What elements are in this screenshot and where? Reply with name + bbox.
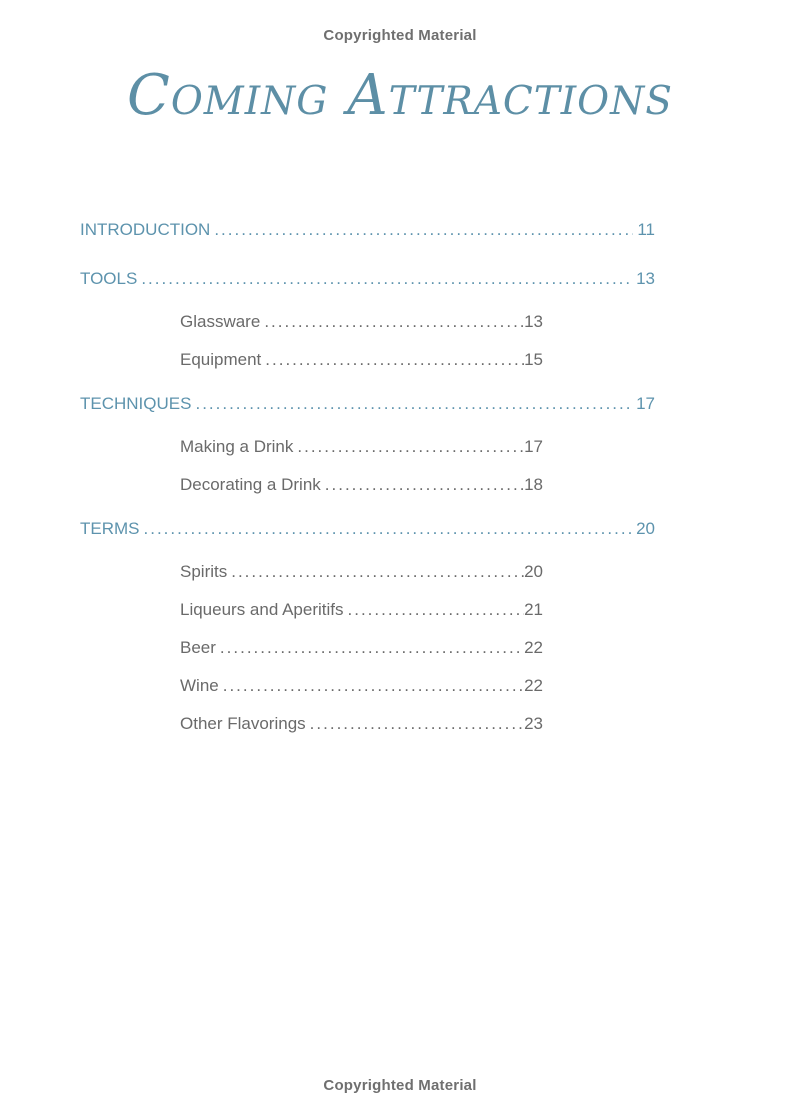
dot-leader [141,269,632,289]
toc-page-number: 21 [524,600,543,619]
toc-label: Equipment [180,350,262,369]
toc-entry-making-a-drink[interactable] [180,437,543,457]
toc-entry-liqueurs-and-aperitifs[interactable] [180,600,543,620]
copyright-watermark-top: Copyrighted Material [323,27,477,44]
toc-entry-techniques[interactable] [80,394,655,414]
toc-entry-other-flavorings[interactable] [180,714,543,734]
dot-leader [231,562,524,582]
toc-label: Spirits [180,562,228,581]
toc-page-number: 13 [636,269,655,288]
dot-leader [264,312,524,332]
dot-leader [220,638,524,658]
toc-label: Beer [180,638,216,657]
page-title: Coming Attractions [126,63,674,128]
toc-page-number: 22 [524,638,543,657]
toc-entry-wine[interactable] [180,676,543,696]
dot-leader [214,220,633,240]
toc-page-number: 17 [636,394,655,413]
toc-label: INTRODUCTION [80,220,211,239]
toc-page-number: 18 [524,475,543,494]
toc-page-number: 23 [524,714,543,733]
toc-page-number: 11 [637,220,655,239]
dot-leader [144,519,633,539]
toc-entry-equipment[interactable] [180,350,543,370]
toc-label: Wine [180,676,219,695]
toc-label: Liqueurs and Aperitifs [180,600,344,619]
dot-leader [223,676,524,696]
dot-leader [265,350,524,370]
toc-page-number: 20 [636,519,655,538]
toc-page-number: 17 [524,437,543,456]
dot-leader [297,437,524,457]
toc-page-number: 22 [524,676,543,695]
toc-entry-terms[interactable] [80,519,655,539]
toc-entry-glassware[interactable] [180,312,543,332]
toc-page-number: 20 [524,562,543,581]
toc-label: Glassware [180,312,261,331]
dot-leader [325,475,524,495]
dot-leader [195,394,632,414]
toc-label: TOOLS [80,269,138,288]
toc-entry-beer[interactable] [180,638,543,658]
toc-label: Decorating a Drink [180,475,321,494]
toc-label: Making a Drink [180,437,294,456]
toc-label: TECHNIQUES [80,394,192,413]
copyright-watermark-bottom: Copyrighted Material [323,1077,477,1094]
dot-leader [348,600,525,620]
dot-leader [310,714,524,734]
toc-entry-decorating-a-drink[interactable] [180,475,543,495]
toc-page-number: 13 [524,312,543,331]
toc-page-number: 15 [524,350,543,369]
toc-entry-spirits[interactable] [180,562,543,582]
toc-entry-tools[interactable] [80,269,655,289]
toc-entry-introduction[interactable] [80,220,655,240]
toc-label: Other Flavorings [180,714,306,733]
toc-label: TERMS [80,519,140,538]
